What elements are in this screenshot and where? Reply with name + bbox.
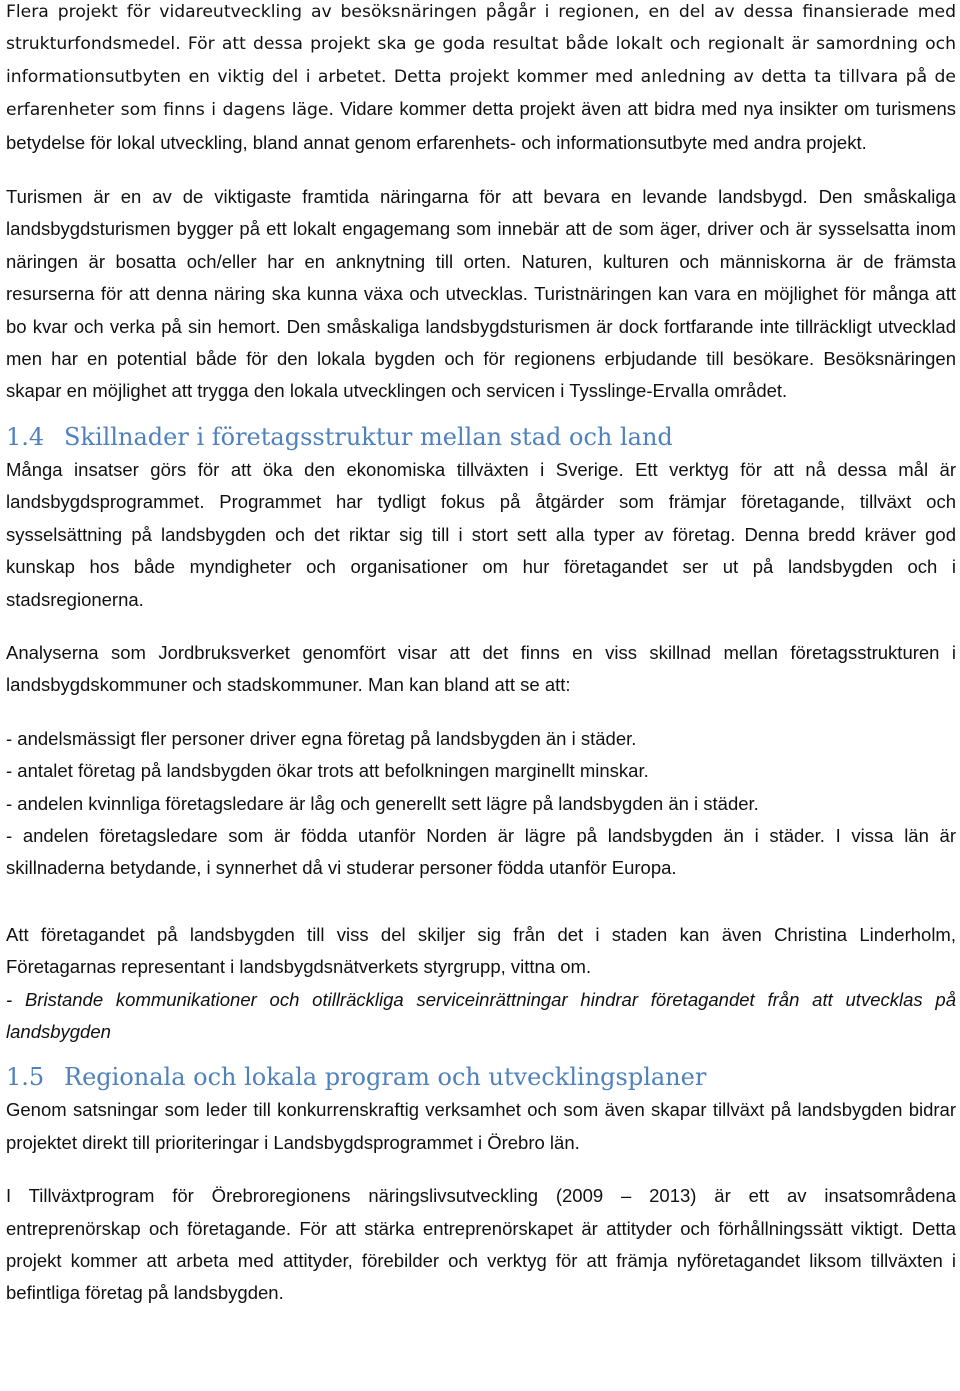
testimony-quote: - Bristande kommunikationer och otillräckliga serviceinrättningar hindrar företagandet från att utvecklas på landsbygden bbox=[6, 988, 956, 1042]
paragraph-growth-program: I Tillväxtprogram för Örebroregionens näringslivsutveckling (2009 – 2013) är ett av insatsområdena entreprenörskap och företagande. För att stärka entreprenörskapet är attityder och förhållningssätt viktigt. Detta projekt kommer att arbeta med attityder, förebilder och verktyg för att främja nyföretagandet liksom tillväxten i befintliga företag på landsbygden. bbox=[6, 1185, 956, 1304]
list-item: - antalet företag på landsbygden ökar trots att befolkningen marginellt minskar. bbox=[6, 760, 649, 782]
paragraph-tourism: Turismen är en av de viktigaste framtida näringarna för att bevara en levande landsbygd. Den småskaliga landsbygdsturismen bygger på ett lokalt engagemang som innebär att de som äger, driver och är sysselsatta inom näringen är bosatta och/eller har en anknytning till orten. Naturen, kulturen och människorna är de främsta resurserna för att denna näring ska kunna växa och utvecklas. Turistnäringen kan vara en möjlighet för många att bo kvar och verka på sin hemort. Den småskaliga landsbygdsturismen är dock fortfarande inte tillräckligt utvecklad men har en potential både för den lokala bygden och för regionens erbjudande till besökare. Besöksnäringen skapar en möjlighet att trygga den lokala utvecklingen och servicen i Tysslinge-Ervalla området. bbox=[6, 186, 956, 402]
list-item: - andelsmässigt fler personer driver egna företag på landsbygden än i städer. bbox=[6, 727, 637, 749]
findings-list bbox=[6, 723, 956, 885]
paragraph-analysis: Analyserna som Jordbruksverket genomfört visar att det finns en viss skillnad mellan företagsstrukturen i landsbygdskommuner och stadskommuner. Man kan bland att se att: bbox=[6, 641, 956, 696]
paragraph-projects bbox=[6, 0, 956, 160]
spacer bbox=[6, 702, 956, 723]
section-number: 1.4 bbox=[6, 422, 45, 451]
paragraph-projects-part-b: Vidare kommer detta projekt även att bidra med nya insikter om turismens betydelse för lokal utveckling, bland annat genom erfarenhets- och informationsutbyte med andra projekt. bbox=[6, 98, 956, 153]
spacer bbox=[6, 885, 956, 919]
list-item: - andelen företagsledare som är födda utanför Norden är lägre på landsbygden än i städer. I vissa län är skillnaderna betydande, i synnerhet då vi studerar personer födda utanför Europa. bbox=[6, 824, 956, 879]
spacer bbox=[6, 1159, 956, 1180]
paragraph-projects-part-a: Flera projekt för vidareutveckling av besöksnäringen pågår i regionen, en del av dessa finansierade med strukturfondsmedel. För att dessa projekt ska ge goda resultat både lokalt och regionalt är samordning och informationsutbyten en viktig del i arbetet. Detta projekt kommer med anledning av detta ta tillvara på de erfarenheter som finns i dagens läge. bbox=[6, 2, 956, 121]
section-title: Skillnader i företagsstruktur mellan stad och land bbox=[64, 422, 673, 451]
list-item: - andelen kvinnliga företagsledare är låg och generellt sett lägre på landsbygden än i städer. bbox=[6, 792, 759, 814]
paragraph-testimony bbox=[6, 919, 956, 1049]
paragraph-investments: Genom satsningar som leder till konkurrenskraftig verksamhet och som även skapar tillväxt på landsbygden bidrar projektet direkt till prioriteringar i Landsbygdsprogrammet i Örebro län. bbox=[6, 1099, 956, 1153]
section-number: 1.5 bbox=[6, 1063, 45, 1092]
paragraph-rural-program: Många insatser görs för att öka den ekonomiska tillväxten i Sverige. Ett verktyg för att nå dessa mål är landsbygdsprogrammet. Programmet har tydligt fokus på åtgärder som främjar företagande, tillväxt och sysselsättning på landsbygden och det riktar sig till i stort sett alla typer av företag. Denna bredd kräver god kunskap hos både myndigheter och organisationer om hur företagandet ser ut på landsbygden och i stadsregionerna. bbox=[6, 458, 956, 610]
spacer bbox=[6, 160, 956, 181]
section-title: Regionala och lokala program och utvecklingsplaner bbox=[64, 1063, 707, 1092]
section-heading-1-4 bbox=[6, 420, 956, 454]
section-heading-1-5 bbox=[6, 1060, 956, 1094]
testimony-text: Att företagandet på landsbygden till viss del skiljer sig från det i staden kan även Christina Linderholm, Företagarnas representant i landsbygdsnätverkets styrgrupp, vittna om. bbox=[6, 923, 956, 978]
spacer bbox=[6, 616, 956, 637]
